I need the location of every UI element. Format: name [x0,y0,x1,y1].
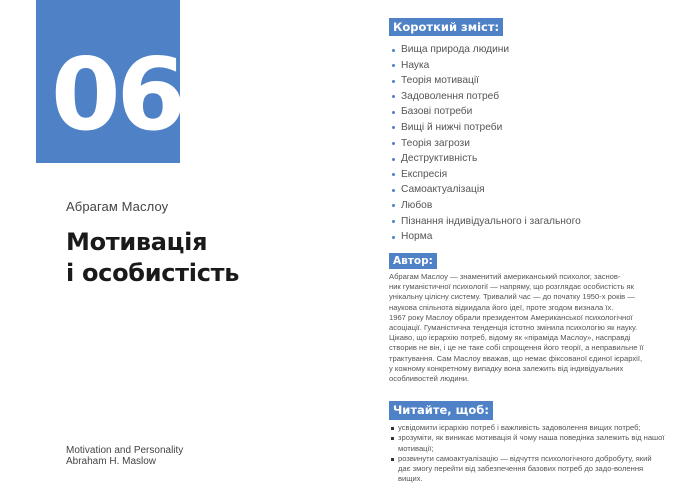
summary-item: Вища природа людини [389,42,581,58]
author-bio-line: унікальну цілісну систему. Тривалий час — до початку 1950-х років — [389,292,635,302]
summary-item: Деструктивність [389,151,581,167]
author-bio-line: трактування. Сам Маслоу вважав, що немає фіксованої єдиної ієрархії, [389,353,643,363]
author-bio-line: Цікаво, що ієрархію потреб, відому як «піраміда Маслоу», насправді [389,333,631,343]
read-to-item: зрозуміти, як виникає мотивація й чому наша поведінка залежить від нашої мотивації; [389,433,665,454]
author-bio-line: асоціації. Гуманістична тенденція істотно змінила психологію як науку. [389,323,638,333]
summary-item: Любов [389,198,581,214]
read-to-list [389,423,665,485]
chapter-number: 06 [51,36,183,153]
read-to-item: усвідомити ієрархію потреб і важливість задоволення вищих потреб; [389,423,665,433]
original-title: Motivation and Personality [66,445,184,456]
chapter-number-block [36,0,183,163]
read-to-heading: Читайте, щоб: [389,401,493,420]
summary-item: Наука [389,58,581,74]
book-title-line-2: і особистість [66,259,240,287]
original-book-info [66,445,183,467]
author-bio-line: ник гуманістичної психології — напряму, що розглядає особистість як [389,282,634,292]
summary-item: Базові потреби [389,104,581,120]
author-bio-line: особливостей людини. [389,374,470,384]
summary-item: Пізнання індивідуального і загального [389,214,581,230]
summary-item: Теорія мотивації [389,73,581,89]
summary-item: Вищі й нижчі потреби [389,120,581,136]
summary-list [389,42,581,245]
summary-item: Самоактуалізація [389,182,581,198]
book-title [66,227,239,289]
author-bio-line: Абрагам Маслоу — знаменитий американський психолог, заснов- [389,272,621,281]
author-bio-line: 1967 року Маслоу обрали президентом Американської психологічної [389,312,633,322]
book-author: Абрагам Маслоу [66,199,169,214]
author-bio-line: у кожному конкретному випадку вона залежить від індивідуальних [389,363,624,373]
author-bio-line: створив не він, і це не таке собі спрощення його теорії, а неправильне її [389,343,644,353]
read-to-item: розвинути самоактуалізацію — відчуття психологічного добробуту, який дає змогу перейти від забезпечення базових потреб до задо-волення вищих. [389,454,665,485]
summary-item: Задоволення потреб [389,89,581,105]
summary-item: Експресія [389,167,581,183]
summary-heading: Короткий зміст: [389,18,503,36]
author-heading: Автор: [389,253,437,269]
original-author: Abraham H. Maslow [66,456,157,467]
author-bio-line: наукова спільнота відкидала його ідеї, проте згодом визнала їх. [389,302,614,312]
summary-item: Теорія загрози [389,136,581,152]
book-title-line-1: Мотивація [66,228,208,256]
author-bio [389,272,655,384]
summary-item: Норма [389,229,581,245]
